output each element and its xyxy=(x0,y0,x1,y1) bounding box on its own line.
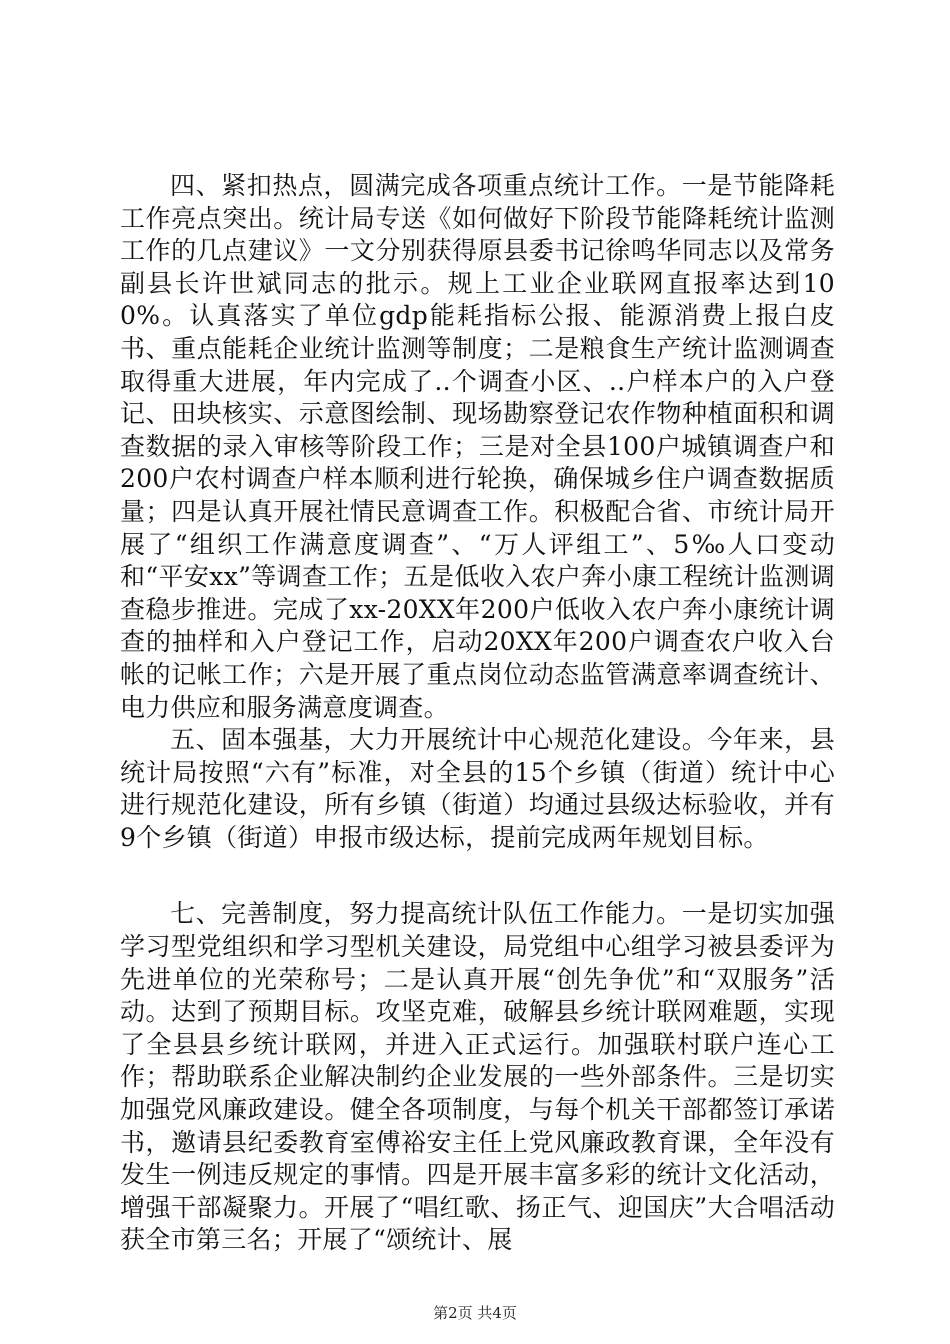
page-footer: 第2页 共4页 xyxy=(433,1304,517,1322)
paragraph-section-4: 四、紧扣热点，圆满完成各项重点统计工作。一是节能降耗工作亮点突出。统计局专送《如何做好下阶段节能降耗统计监测工作的几点建议》一文分别获得原县委书记徐鸣华同志以及常务副县长许世斌同志的批示。规上工业企业联网直报率达到100%。认真落实了单位gdp能耗指标公报、能源消费上报白皮书、重点能耗企业统计监测等制度；二是粮食生产统计监测调查取得重大进展，年内完成了..个调查小区、..户样本户的入户登记、田块核实、示意图绘制、现场勘察登记农作物种植面积和调查数据的录入审核等阶段工作；三是对全县100户城镇调查户和200户农村调查户样本顺利进行轮换，确保城乡住户调查数据质量；四是认真开展社情民意调查工作。积极配合省、市统计局开展了“组织工作满意度调查”、“万人评组工”、5‰人口变动和“平安xx”等调查工作；五是低收入农户奔小康工程统计监测调查稳步推进。完成了xx-20XX年200户低收入农户奔小康统计调查的抽样和入户登记工作，启动20XX年200户调查农户收入台帐的记帐工作；六是开展了重点岗位动态监管满意率调查统计、电力供应和服务满意度调查。 xyxy=(120,171,835,722)
paragraph-section-7: 七、完善制度，努力提高统计队伍工作能力。一是切实加强学习型党组织和学习型机关建设，局党组中心组学习被县委评为先进单位的光荣称号；二是认真开展“创先争优”和“双服务”活动。达到了预期目标。攻坚克难，破解县乡统计联网难题，实现了全县县乡统计联网，并进入正式运行。加强联村联户连心工作；帮助联系企业解决制约企业发展的一些外部条件。三是切实加强党风廉政建设。健全各项制度，与每个机关干部都签订承诺书，邀请县纪委教育室傅裕安主任上党风廉政教育课，全年没有发生一例违反规定的事情。四是开展丰富多彩的统计文化活动，增强干部凝聚力。开展了“唱红歌、扬正气、迎国庆”大合唱活动获全市第三名；开展了“颂统计、展 xyxy=(120,899,835,1255)
paragraph-section-5: 五、固本强基，大力开展统计中心规范化建设。今年来，县统计局按照“六有”标准，对全县的15个乡镇（街道）统计中心进行规范化建设，所有乡镇（街道）均通过县级达标验收，并有9个乡镇（街道）申报市级达标，提前完成两年规划目标。 xyxy=(120,725,835,852)
paragraph-spacer xyxy=(120,854,835,898)
document-body xyxy=(120,170,835,1257)
